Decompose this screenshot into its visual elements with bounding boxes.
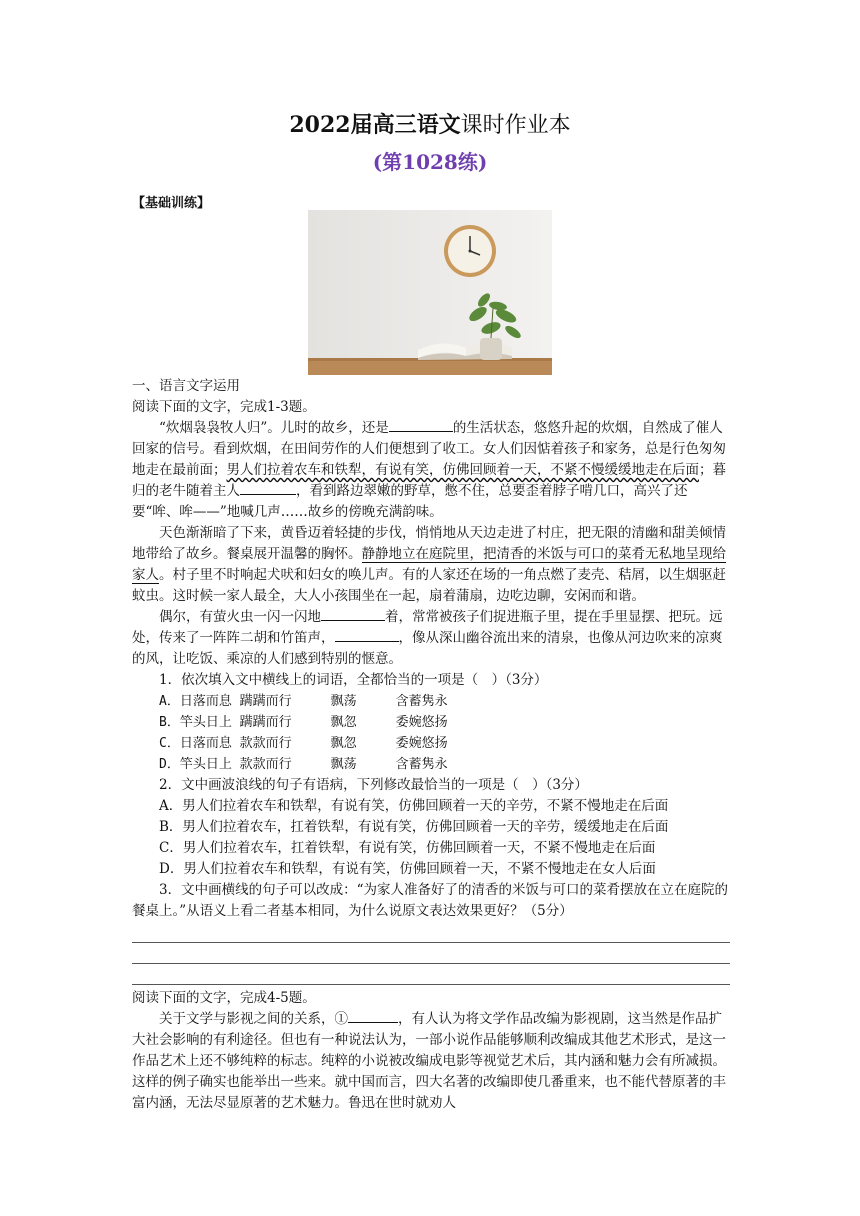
q2-option-c: C．男人们拉着农车，扛着铁犁，有说有笑，仿佛回顾着一天，不紧不慢地走在后面 [159, 840, 656, 856]
q2-option-b: B．男人们拉着农车，扛着铁犁，有说有笑，仿佛回顾着一天的辛劳，缓缓地走在后面 [159, 819, 669, 835]
part2-paragraph-1 [132, 1009, 732, 1114]
page-subtitle: (第1028练) [372, 150, 488, 174]
part1-instruction: 阅读下面的文字，完成1-3题。 [132, 399, 316, 415]
part2-text-a: 关于文学与影视之间的关系，① [159, 1011, 348, 1027]
p2-text-b: 。村子里不时响起犬吠和妇女的唤儿声。有的人家还在场的一角点燃了麦壳、秸屑，以生烟驱赶蚊虫。这时候一家人最全，大人小孩围坐在一起，扇着蒲扇，边吃边聊，安闲而和谐。 [132, 567, 726, 604]
q1-option-b: B．竿头日上 蹒蹒而行 飘忽 委婉悠扬 [159, 715, 448, 730]
p2-text-a: 天色渐渐暗了下来，黄昏迈着轻捷的步伐，悄悄地从天边走进了村庄，把无限的清幽和甜美倾情地带给了故乡。餐桌展开温馨的胸怀。 [132, 525, 726, 562]
clock-plant-book-illustration [308, 210, 552, 375]
part1-heading: 一、语言文字运用 [132, 378, 240, 394]
p3-text-b: 着，常常被孩子们捉进瓶子里，提在手里显摆、把玩。远处，传来了一阵阵二胡和竹笛声， [132, 609, 723, 646]
answer-line-2[interactable] [132, 963, 730, 964]
question-3: 3．文中画横线的句子可以改成：“为家人准备好了的清香的米饭与可口的菜肴摆放在立在庭院的餐桌上。”从语义上看二者基本相同，为什么说原文表达效果更好？（5分） [132, 882, 728, 919]
blank-2 [240, 494, 296, 495]
page-title [0, 108, 860, 139]
p3-text-c: ，像从深山幽谷流出来的清泉，也像从河边吹来的凉爽的风，让吃饭、乘凉的人们感到特别的惬意。 [132, 630, 723, 667]
question-1: 1．依次填入文中横线上的词语，全都恰当的一项是（ ）（3分） [159, 672, 548, 688]
part2-instruction: 阅读下面的文字，完成4-5题。 [132, 990, 316, 1006]
p1-text-a: “炊烟袅袅牧人归”。儿时的故乡，还是 [159, 420, 389, 436]
wavy-underlined-sentence: 男人们拉着农车和铁犁，有说有笑，仿佛回顾着一天，不紧不慢缓缓地走在后面 [226, 462, 699, 478]
section-tag: 【基础训练】 [132, 196, 211, 211]
underlined-sentence: 静静地立在庭院里，把清香的米饭与可口的菜肴无私地呈现给家人 [132, 546, 726, 583]
part2-reading [132, 988, 732, 1114]
question-2: 2．文中画波浪线的句子有语病，下列修改最恰当的一项是（ ）（3分） [159, 777, 588, 793]
passage-paragraph-1 [132, 418, 732, 523]
q1-option-a: A．日落而息 蹒蹒而行 飘荡 含蓄隽永 [159, 694, 448, 709]
blank-3 [321, 620, 385, 621]
title-bold: 2022届高三语文 [289, 112, 461, 138]
blank-4 [335, 641, 399, 642]
answer-line-3[interactable] [132, 984, 730, 985]
q1-option-c: C．日落而息 款款而行 飘忽 委婉悠扬 [159, 736, 448, 751]
part2-text-b: ，有人认为将文学作品改编为影视剧，这当然是作品扩大社会影响的有利途径。但也有一种说法认为，一部小说作品能够顺利改编成其他艺术形式，是这一作品艺术上还不够纯粹的标志。纯粹的小说被改编成电影等视觉艺术后，其内涵和魅力会有所减损。这样的例子确实也能举出一些来。就中国而言，四大名著的改编即使几番重来，也不能代替原著的丰富内涵，无法尽显原著的艺术魅力。鲁迅在世时就劝人 [132, 1011, 726, 1111]
q1-option-d: D．竿头日上 款款而行 飘荡 含蓄隽永 [159, 757, 448, 772]
p1-text-b: 的生活状态，悠悠升起的炊烟，自然成了催人回家的信号。看到炊烟，在田间劳作的人们便想到了收工。女人们因惦着孩子和家务，总是行色匆匆地走在最前面； [132, 420, 726, 478]
illustration-image [308, 210, 552, 375]
p1-text-d: ，看到路边翠嫩的野草，憋不住，总要歪着脖子啃几口，高兴了还要“哞、哞——”地喊几声……故乡的傍晚充满韵味。 [132, 483, 688, 520]
answer-line-1[interactable] [132, 942, 730, 943]
passage-paragraph-3 [132, 607, 732, 670]
passage-paragraph-2 [132, 523, 732, 607]
p1-text-c: ；暮归的老牛随着主人 [132, 462, 726, 499]
q2-option-d: D．男人们拉着农车和铁犁，有说有笑，仿佛回顾着一天，不紧不慢地走在女人后面 [159, 861, 656, 877]
part1-reading [132, 376, 732, 985]
p3-text-a: 偶尔，有萤火虫一闪一闪地 [159, 609, 321, 625]
blank-part2-1 [348, 1022, 398, 1023]
title-light: 课时作业本 [460, 113, 571, 138]
q2-option-a: A．男人们拉着农车和铁犁，有说有笑，仿佛回顾着一天的辛劳，不紧不慢地走在后面 [159, 798, 669, 814]
blank-1 [389, 431, 453, 432]
